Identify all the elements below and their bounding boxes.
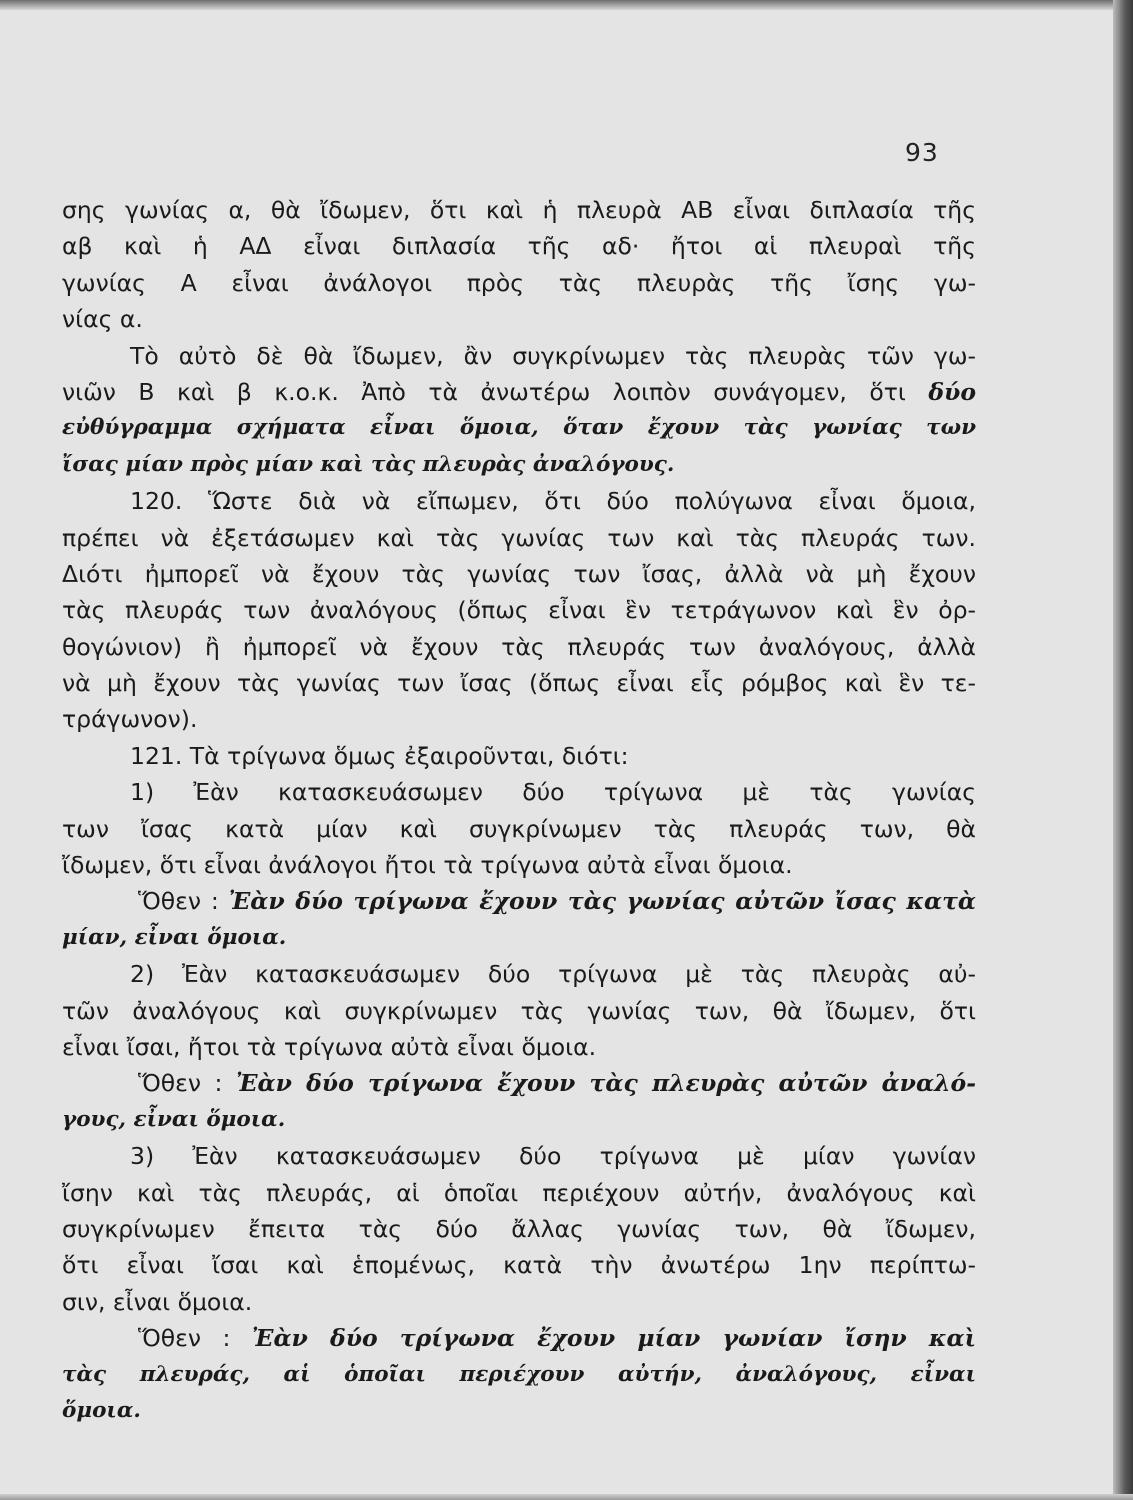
text-line: [62, 192, 976, 228]
line-bold-text: ἴσας μίαν πρὸς μίαν καὶ τὰς πλευρὰς ἀναλόγους.: [62, 451, 675, 477]
text-line: [62, 993, 976, 1029]
text-line: [62, 883, 976, 919]
text-line: [62, 1247, 976, 1283]
text-line: [62, 1175, 976, 1211]
text-line: [62, 1284, 976, 1320]
text-line: [62, 811, 976, 847]
line-text: νὰ μὴ ἔχουν τὰς γωνίας των ἴσας (ὅπως εἶναι εἷς ρόμβος καὶ ἓν τε-: [62, 669, 976, 698]
page-body: [62, 192, 976, 1429]
text-line: [62, 1065, 976, 1101]
text-line: [62, 265, 976, 301]
text-line: [62, 665, 976, 701]
line-text: συγκρίνωμεν ἔπειτα τὰς δύο ἄλλας γωνίας των, θὰ ἴδωμεν,: [62, 1214, 976, 1243]
text-line: [62, 847, 976, 883]
line-text: θογώνιον) ἢ ἠμπορεῖ νὰ ἔχουν τὰς πλευράς των ἀναλόγους, ἀλλὰ: [62, 632, 976, 661]
line-text: Τὸ αὐτὸ δὲ θὰ ἴδωμεν, ἂν συγκρίνωμεν τὰς πλευρὰς τῶν γω-: [130, 341, 976, 370]
line-text: των ἴσας κατὰ μίαν καὶ συγκρίνωμεν τὰς πλευράς των, θὰ: [62, 814, 976, 843]
line-text: ὅτι εἶναι ἴσαι καὶ ἑπομένως, κατὰ τὴν ἀνωτέρω 1ην περίπτω-: [62, 1251, 976, 1280]
definition-line: [62, 1357, 976, 1393]
line-bold-text: τὰς πλευράς, αἱ ὁποῖαι περιέχουν αὐτήν, ἀναλόγους, εἶναι: [62, 1361, 976, 1387]
line-text: σης γωνίας α, θὰ ἴδωμεν, ὅτι καὶ ἡ πλευρὰ ΑΒ εἶναι διπλασία τῆς: [62, 196, 976, 224]
page-number: 93: [905, 138, 939, 167]
text-line: [62, 701, 976, 737]
line-text: νιῶν Β καὶ β κ.ο.κ. Ἀπὸ τὰ ἀνωτέρω λοιπὸν συνάγομεν, ὅτι: [62, 377, 906, 406]
line-bold-text: γους, εἶναι ὅμοια.: [62, 1106, 286, 1132]
text-line: [62, 301, 976, 337]
text-line: [62, 1211, 976, 1247]
line-bold-text: εὐθύγραμμα σχήματα εἶναι ὅμοια, ὅταν ἔχουν τὰς γωνίας των: [62, 415, 976, 441]
text-line: [62, 956, 976, 992]
text-line: [62, 1029, 976, 1065]
line-text: γωνίας Α εἶναι ἀνάλογοι πρὸς τὰς πλευρὰς τῆς ἴσης γω-: [62, 268, 976, 297]
line-text: σιν, εἶναι ὅμοια.: [62, 1287, 253, 1316]
scan-edge-top: [0, 0, 1133, 10]
line-text: νίας α.: [62, 305, 143, 334]
line-text: Ὅθεν :: [138, 887, 219, 916]
definition-line: [62, 920, 976, 956]
line-bold-text: μίαν, εἶναι ὅμοια.: [62, 924, 287, 950]
line-bold-text: Ἐὰν δύο τρίγωνα ἔχουν τὰς πλευρὰς αὐτῶν ἀναλό-: [235, 1069, 976, 1098]
definition-line: [62, 1102, 976, 1138]
line-text: 121. Τὰ τρίγωνα ὅμως ἐξαιροῦνται, διότι:: [130, 741, 629, 770]
line-text: ἴσην καὶ τὰς πλευράς, αἱ ὁποῖαι περιέχουν αὐτήν, ἀναλόγους καὶ: [62, 1178, 976, 1207]
line-text: τὰς πλευράς των ἀναλόγους (ὅπως εἶναι ἓν τετράγωνον καὶ ἓν ὀρ-: [62, 596, 976, 625]
line-bold-text: δύο: [928, 377, 976, 406]
definition-line: [62, 410, 976, 446]
line-text: 120. Ὥστε διὰ νὰ εἴπωμεν, ὅτι δύο πολύγωνα εἶναι ὅμοια,: [130, 487, 976, 516]
line-text: 1) Ἐὰν κατασκευάσωμεν δύο τρίγωνα μὲ τὰς γωνίας: [130, 778, 976, 807]
line-text: πρέπει νὰ ἐξετάσωμεν καὶ τὰς γωνίας των καὶ τὰς πλευράς των.: [62, 523, 976, 552]
scan-edge-bottom: [0, 1494, 1133, 1500]
text-line: [62, 738, 976, 774]
line-bold-text: Ἐὰν δύο τρίγωνα ἔχουν τὰς γωνίας αὐτῶν ἴσας κατὰ: [228, 887, 976, 916]
text-line: [62, 774, 976, 810]
line-text: τῶν ἀναλόγους καὶ συγκρίνωμεν τὰς γωνίας των, θὰ ἴδωμεν, ὅτι: [62, 996, 976, 1025]
text-line: [62, 592, 976, 628]
definition-line: [62, 447, 976, 483]
line-text: Ὅθεν :: [138, 1069, 223, 1098]
definition-line: [62, 1393, 976, 1429]
line-text: Διότι ἠμπορεῖ νὰ ἔχουν τὰς γωνίας των ἴσας, ἀλλὰ νὰ μὴ ἔχουν: [62, 559, 976, 588]
line-text: Ὅθεν :: [138, 1324, 231, 1353]
line-text: αβ καὶ ἡ ΑΔ εἶναι διπλασία τῆς αδ· ἤτοι αἱ πλευραὶ τῆς: [62, 232, 976, 261]
text-line: [62, 483, 976, 519]
line-text: 2) Ἐὰν κατασκευάσωμεν δύο τρίγωνα μὲ τὰς πλευρὰς αὐ-: [130, 960, 976, 989]
line-bold-text: Ἐὰν δύο τρίγωνα ἔχουν μίαν γωνίαν ἴσην καὶ: [251, 1324, 976, 1353]
text-line: [62, 338, 976, 374]
line-text: τράγωνον).: [62, 705, 198, 734]
text-line: [62, 556, 976, 592]
text-line: [62, 1138, 976, 1174]
line-bold-text: ὅμοια.: [62, 1397, 141, 1423]
text-line: [62, 629, 976, 665]
text-line: [62, 374, 976, 410]
text-line: [62, 520, 976, 556]
line-text: 3) Ἐὰν κατασκευάσωμεν δύο τρίγωνα μὲ μίαν γωνίαν: [130, 1142, 976, 1171]
text-line: [62, 1320, 976, 1356]
text-line: [62, 228, 976, 264]
scan-edge-right: [1113, 0, 1133, 1500]
line-text: εἶναι ἴσαι, ἤτοι τὰ τρίγωνα αὐτὰ εἶναι ὅμοια.: [62, 1032, 597, 1061]
line-text: ἴδωμεν, ὅτι εἶναι ἀνάλογοι ἤτοι τὰ τρίγωνα αὐτὰ εἶναι ὅμοια.: [62, 851, 793, 880]
